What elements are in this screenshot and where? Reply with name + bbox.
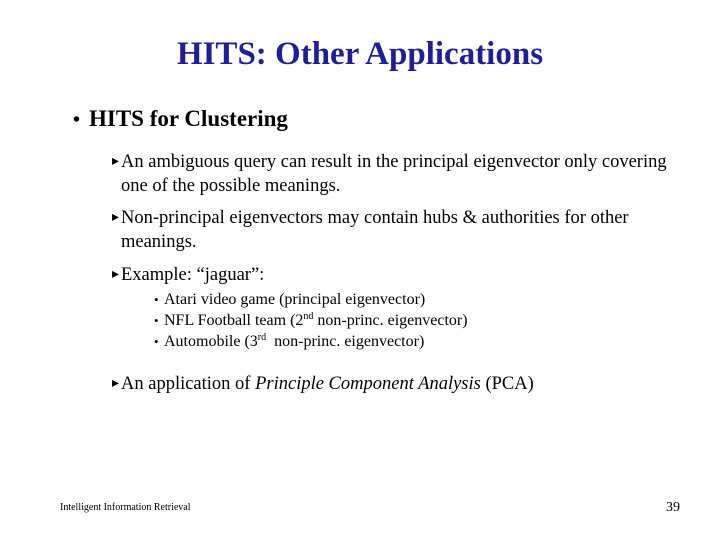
pca-text-after: (PCA) [480,374,534,394]
slide-title: HITS: Other Applications [176,36,544,72]
bullet-icon: • [154,334,159,349]
sub-point-atari [154,289,468,310]
sub-point-text: Atari video game (principal eigenvector) [164,291,426,308]
point-text: Non-principal eigenvectors may contain hubs & authorities for other meanings. [121,208,629,252]
point-pca [112,372,672,396]
point-ambiguous-query [112,150,672,198]
point-non-principal [112,206,672,254]
arrow-bullet-icon: ▸ [112,267,120,282]
page-number: 39 [666,500,680,515]
arrow-bullet-icon: ▸ [112,210,120,225]
pca-text-before: An application of [121,374,256,394]
pca-text-italic: Principle Component Analysis [255,374,481,394]
arrow-bullet-icon: ▸ [112,376,120,391]
bullet-icon: • [154,292,159,307]
superscript: rd [257,332,267,343]
sub-point-text-rest: non-princ. eigenvector) [313,312,468,329]
superscript: nd [303,311,314,322]
footer-course-title: Intelligent Information Retrieval [60,502,191,513]
example-sublist [154,289,468,352]
point-text [121,372,672,396]
point-text: Example: “jaguar”: [121,265,265,285]
sub-point-nfl [154,310,468,331]
arrow-bullet-icon: ▸ [112,154,120,169]
bullet-icon: • [73,109,81,131]
sub-point-text: Automobile (3 [164,333,258,350]
bullet-level1 [73,104,288,135]
sub-point-text: NFL Football team (2 [164,312,304,329]
sub-point-text-rest: non-princ. eigenvector) [266,333,425,350]
sub-point-automobile [154,331,468,352]
bullet-level1-text: HITS for Clustering [89,106,288,131]
bullet-icon: • [154,313,159,328]
point-example [112,263,672,287]
point-text: An ambiguous query can result in the principal eigenvector only covering one of the possible meanings. [121,152,667,196]
